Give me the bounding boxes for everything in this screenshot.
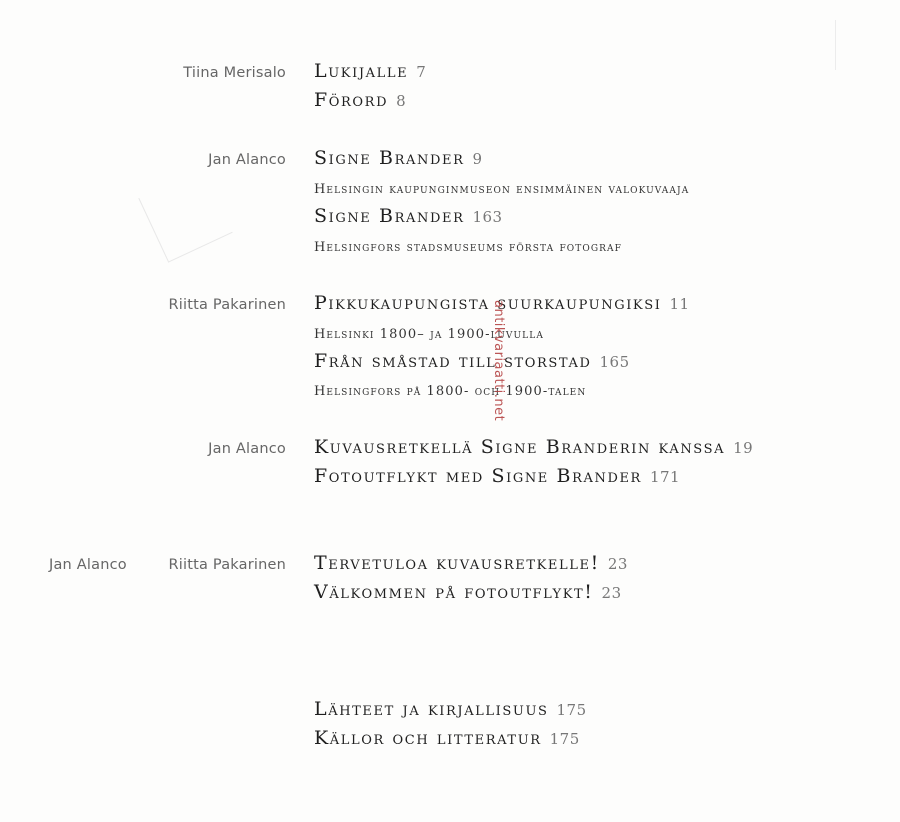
entry-subtitle: Helsingfors på 1800- och 1900-talen bbox=[314, 384, 587, 399]
toc-entry bbox=[314, 552, 628, 574]
entry-subtitle: Helsinki 1800– ja 1900-luvulla bbox=[314, 327, 544, 342]
toc-entry bbox=[314, 60, 426, 82]
entry-title: Källor och litteratur bbox=[314, 727, 542, 749]
entry-title: Lukijalle bbox=[314, 60, 409, 82]
toc-entry bbox=[314, 205, 503, 227]
author-name: Riitta Pakarinen bbox=[168, 557, 286, 573]
toc-entry bbox=[314, 581, 622, 603]
page-number: 9 bbox=[472, 150, 483, 168]
page-number: 23 bbox=[601, 584, 622, 602]
scan-scratch bbox=[835, 20, 836, 70]
page-number: 175 bbox=[549, 730, 580, 748]
author-name: Jan Alanco bbox=[208, 152, 286, 168]
entry-title: Pikkukaupungista suurkaupungiksi bbox=[314, 292, 662, 314]
page-number: 8 bbox=[396, 92, 407, 110]
toc-entry bbox=[314, 147, 483, 169]
entry-title: Från småstad till storstad bbox=[314, 350, 592, 372]
author-name: Jan Alanco bbox=[208, 441, 286, 457]
page-number: 11 bbox=[669, 295, 690, 313]
entry-title: Signe Brander bbox=[314, 147, 465, 169]
entry-title: Välkommen på fotoutflykt! bbox=[314, 581, 594, 603]
entry-title: Tervetuloa kuvausretkelle! bbox=[314, 552, 600, 574]
author-name: Riitta Pakarinen bbox=[168, 297, 286, 313]
page-number: 165 bbox=[599, 353, 630, 371]
page-number: 171 bbox=[649, 468, 681, 486]
toc-entry bbox=[314, 698, 587, 720]
scan-scratch bbox=[138, 168, 232, 262]
toc-entry bbox=[314, 89, 406, 111]
entry-title: Signe Brander bbox=[314, 205, 465, 227]
toc-entry bbox=[314, 436, 753, 458]
page-number: 163 bbox=[472, 208, 503, 226]
entry-title: Fotoutflykt med Signe Brander bbox=[314, 465, 642, 487]
author-name: Jan Alanco bbox=[49, 557, 127, 573]
watermark-text: antikvariaatti.net bbox=[491, 300, 506, 422]
entry-title: Förord bbox=[314, 89, 389, 111]
entry-title: Kuvausretkellä Signe Branderin kanssa bbox=[314, 436, 726, 458]
page-number: 7 bbox=[416, 63, 427, 81]
author-name: Tiina Merisalo bbox=[183, 65, 286, 81]
entry-title: Lähteet ja kirjallisuus bbox=[314, 698, 549, 720]
toc-entry bbox=[314, 350, 630, 372]
page-number: 19 bbox=[733, 439, 754, 457]
page-number: 23 bbox=[607, 555, 628, 573]
toc-entry bbox=[314, 727, 580, 749]
entry-subtitle: Helsingin kaupunginmuseon ensimmäinen valokuvaaja bbox=[314, 182, 690, 197]
page-number: 175 bbox=[556, 701, 587, 719]
entry-subtitle: Helsingfors stadsmuseums första fotograf bbox=[314, 240, 622, 255]
